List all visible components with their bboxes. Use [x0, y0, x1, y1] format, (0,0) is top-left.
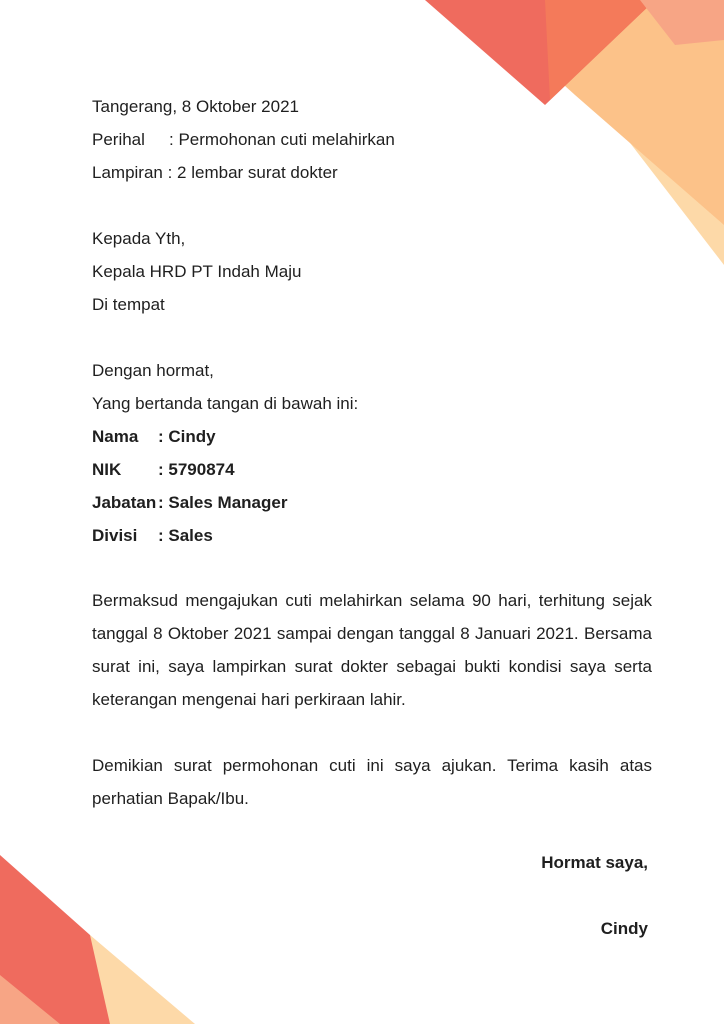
identity-row-name [92, 420, 216, 453]
identity-value: : 5790874 [158, 460, 235, 479]
recipient-place: Di tempat [92, 295, 165, 314]
top-right-shape-salmon [640, 0, 724, 45]
identity-row-jabatan [92, 486, 287, 519]
identity-value: : Sales Manager [158, 493, 288, 512]
place-date: Tangerang, 8 Oktober 2021 [92, 97, 299, 116]
perihal-value: : Permohonan cuti melahirkan [169, 130, 395, 149]
identity-value: : Cindy [158, 427, 216, 446]
identity-label: Jabatan [92, 493, 157, 512]
top-right-shape-orange [470, 0, 724, 225]
body-paragraph-1: Bermaksud mengajukan cuti melahirkan selama 90 hari, terhitung sejak tanggal 8 Oktober 2021 sampai dengan tanggal 8 Januari 2021. Bersama surat ini, saya lampirkan surat dokter sebagai bukti kondisi saya serta keterangan mengenai hari perkiraan lahir. [92, 591, 652, 709]
lampiran-line [92, 156, 338, 189]
closing-regards: Hormat saya, [541, 853, 648, 872]
recipient-name: Kepala HRD PT Indah Maju [92, 262, 302, 281]
intro-text: Yang bertanda tangan di bawah ini: [92, 394, 359, 413]
identity-row-divisi [92, 519, 213, 552]
bottom-left-shape-red [0, 855, 110, 1024]
lampiran-value: : 2 lembar surat dokter [167, 163, 338, 182]
bottom-left-shape-salmon [0, 975, 60, 1024]
identity-row-nik [92, 453, 235, 486]
perihal-label: Perihal [92, 130, 145, 149]
bottom-left-shape-peach [0, 930, 195, 1024]
identity-label: Divisi [92, 526, 138, 545]
identity-value: : Sales [158, 526, 213, 545]
recipient-greeting: Kepada Yth, [92, 229, 186, 248]
top-right-shape-peach [520, 0, 724, 265]
top-right-shape-coral [545, 0, 655, 100]
lampiran-label: Lampiran [92, 163, 163, 182]
identity-label: NIK [92, 460, 122, 479]
body-paragraph-2: Demikian surat permohonan cuti ini saya ajukan. Terima kasih atas perhatian Bapak/Ibu. [92, 756, 652, 808]
identity-label: Nama [92, 427, 139, 446]
perihal-line [92, 123, 395, 156]
signer-name: Cindy [600, 919, 648, 938]
salutation: Dengan hormat, [92, 361, 214, 380]
top-right-shape-red [425, 0, 655, 105]
